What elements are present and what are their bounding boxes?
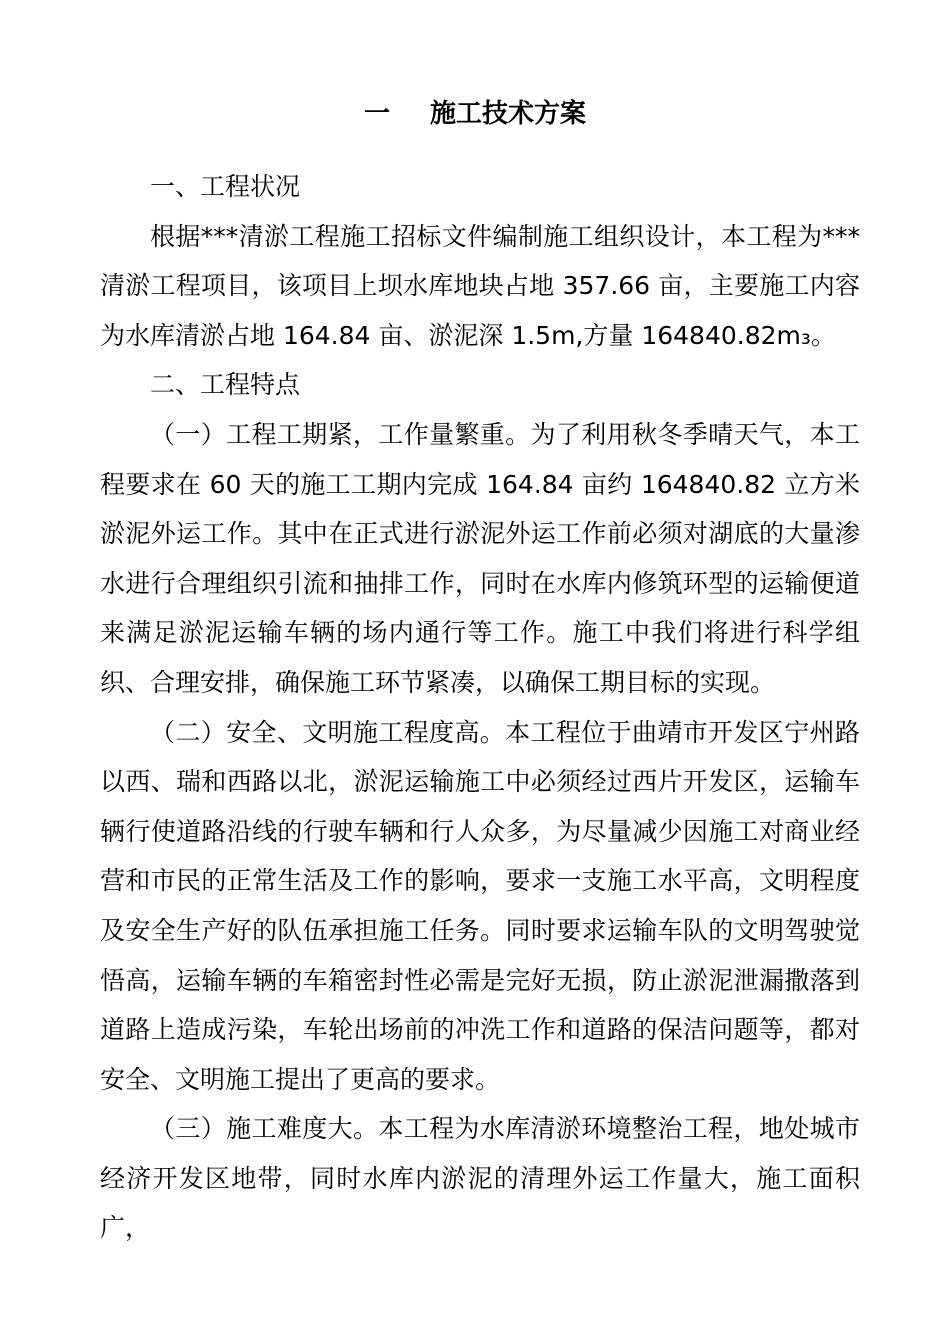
- section-heading-status: 一、工程状况: [150, 172, 301, 201]
- section-heading-features: 二、工程特点: [150, 370, 301, 400]
- page-title: [0, 96, 950, 132]
- paragraph-feature-3: （三）施工难度大。本工程为水库清淤环境整治工程，地处城市经济开发区地带，同时水库内淤泥的清理外运工作量大，施工面积广，: [100, 1114, 860, 1243]
- paragraph-feature-2: （二）安全、文明施工程度高。本工程位于曲靖市开发区宁州路以西、瑞和西路以北，淤泥运输施工中必须经过西片开发区，运输车辆行使道路沿线的行驶车辆和行人众多，为尽量减少因施工对商业经营和市民的正常生活及工作的影响，要求一支施工水平高，文明程度及安全生产好的队伍承担施工任务。同时要求运输车队的文明驾驶觉悟高，运输车辆的车箱密封性必需是完好无损，防止淤泥泄漏撒落到道路上造成污染，车轮出场前的冲洗工作和道路的保洁问题等，都对安全、文明施工提出了更高的要求。: [100, 717, 860, 1094]
- title-number: 一: [363, 99, 390, 129]
- paragraph-feature-1: （一）工程工期紧，工作量繁重。为了利用秋冬季晴天气，本工程要求在 60 天的施工工期内完成 164.84 亩约 164840.82 立方米淤泥外运工作。其中在正式进行淤泥外运工作前必须对湖底的大量渗水进行合理组织引流和抽排工作，同时在水库内修筑环型的运输便道来满足淤泥运输车辆的场内通行等工作。施工中我们将进行科学组织、合理安排，确保施工环节紧凑，以确保工期目标的实现。: [100, 419, 860, 697]
- document-body: [100, 162, 860, 1253]
- paragraph-status: 根据***清淤工程施工招标文件编制施工组织设计，本工程为***清淤工程项目，该项目上坝水库地块占地 357.66 亩，主要施工内容为水库清淤占地 164.84 亩、淤泥深 1.5m,方量 164840.82m₃。: [100, 221, 860, 350]
- title-text: 施工技术方案: [430, 99, 587, 129]
